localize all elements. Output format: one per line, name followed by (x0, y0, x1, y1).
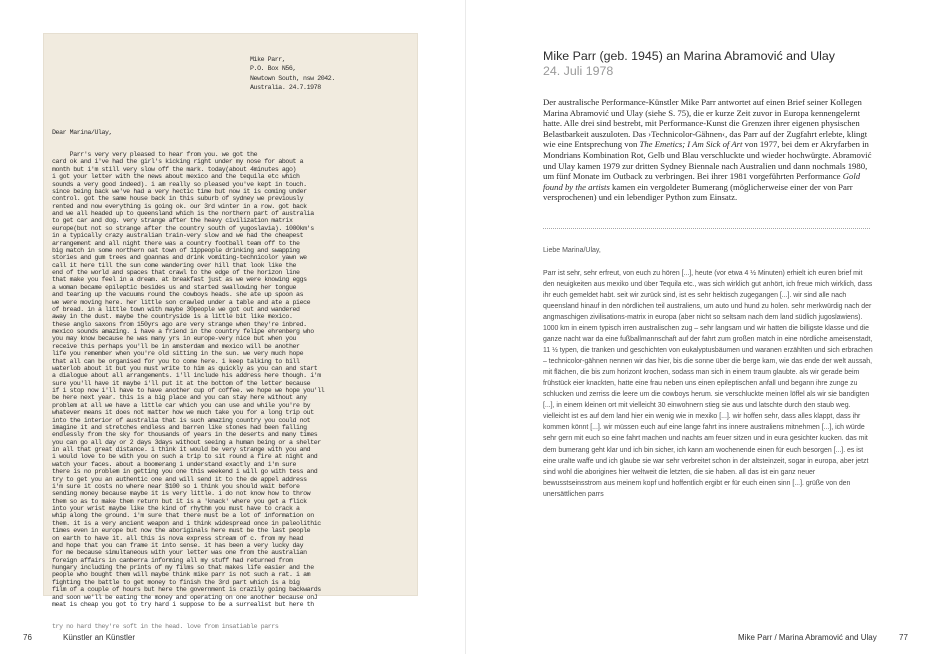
letter-line: meat is cheap you got to try hard i suppose to be a surrealist but here th (52, 600, 314, 608)
letter-line: arrangement and all night there was a country football team off to the (52, 239, 300, 247)
letter-line: away in the dust. maybe the countryside is a little bit like mexico. (52, 313, 293, 321)
letter-salutation: Dear Marina/Ulay, (52, 128, 113, 136)
letter-line: problem at all we have a little car which you can use and while you're by (52, 401, 311, 409)
letter-line: into the interior of australia that is such amazing country you could not (52, 416, 311, 424)
letter-line: that make you feel in a dream. at breakfast just as we were knowing eggs (52, 276, 307, 284)
letter-line: since being back we've had a very hectic time but now it is coming under (52, 187, 307, 195)
letter-line: sending money because maybe it is very little. i do not know how to throw (52, 490, 311, 498)
letter-title: Mike Parr (geb. 1945) an Marina Abramović and Ulay (543, 49, 836, 63)
letter-address-line: Mike Parr, (250, 55, 286, 63)
letter-date: 24. Juli 1978 (543, 64, 614, 78)
letter-line: people who bought them will maybe think mike parr is not such a rat. i am (52, 571, 311, 579)
letter-line: call it here till the sun come wandering over hill that look like the (52, 261, 297, 269)
letter-line: endlessly from the sky for thousands of years in the deserts and many times (52, 431, 318, 439)
letter-line: life you remember when you're old sitting in the sun. we very much hope (52, 350, 304, 358)
letter-line: and soon we'll be eating the money and operating on one another because onJ (52, 593, 318, 601)
left-page (0, 0, 466, 654)
letter-line: whatever means it does not matter how we much take you for a long trip out (52, 409, 314, 417)
letter-line: imagine it and stretches endless and barren like stones had been falling (52, 423, 307, 431)
letter-line: in a typically crazy australian train-very slow and we had the cheapest (52, 232, 304, 240)
letter-line: film of a couple of hours but here the government is crazily going backwards (52, 586, 321, 594)
letter-line: big match in some northern oat town of 11ppeople drinking and swapping (52, 246, 300, 254)
letter-address-line: Newtown South, nsw 2042. (250, 74, 335, 82)
letter-text (52, 40, 411, 630)
letter-address (52, 55, 411, 93)
intro-text-1: Der australische Performance-Künstler Mike Parr antwortet auf einen Brief seiner Kollegen Marina Abramović und Ulay (siehe S. 75), die er kurze Zeit zuvor in Europa kennengelernt hatte. Alle drei sind bestrebt, mit Performance-Kunst die Grenzen ihrer eigenen physischen Belastbarkeit auszuloten. Das ›Technicolor-Gähnen‹, das Parr auf der Zugfahrt erlebte, klingt wie eine Entsprechung von (543, 97, 868, 150)
letter-line: on earth to have it. all this is nova express stream of c. from my head (52, 534, 304, 542)
letter-line: in all that great distance. i think it would be very strange with you and (52, 446, 311, 453)
letter-line: to get car and dog. very strange after the heavy civilization matrix (52, 217, 293, 225)
letter-line: i'm sure it costs no where near $100 so i think you should wait before (52, 482, 300, 490)
artwork-title-1: The Emetics; I Am Sick of Art (639, 139, 743, 150)
letter-line: you may know because he was many yrs in europe-very nice but when you (52, 335, 297, 343)
letter-line: Parr's very very pleased to hear from you. we got the (52, 151, 258, 158)
typewritten-letter-scan (44, 34, 417, 630)
letter-line: sounds a very good indeed). i am really so pleased you've kept in touch. (52, 180, 307, 188)
letter-line: be here next year. this is a big place and you can stay here without any (52, 394, 307, 402)
letter-line: watch your faces. about a boomerang i understand exactly and i'm sure (52, 460, 297, 468)
letter-line: and hope that you can frame it into sense. it has been a very lucky day (52, 541, 304, 549)
letter-line: for me because simultaneous with your letter was one from the australian (52, 549, 307, 557)
letter-line: hungary including the prints of my films so that makes life easier and the (52, 564, 314, 571)
letter-line: stories and gum trees and goannas and drink vomiting-technicolor yawn we (52, 254, 307, 262)
letter-line: receive this perhaps you'll be in amsterdam and mexico will be another (52, 342, 300, 350)
intro-text-3: kamen ein vergoldeter Bumerang (möglicherweise einer der von Parr versprochenen) und ein lebendiger Python zum Einsatz. (543, 181, 853, 203)
letter-address-line: Australia. 24.7.1978 (250, 83, 321, 91)
letter-line: rented and now everything is going ok. our 3rd winter in a row. got back (52, 202, 307, 210)
letter-line: end of the world and spaces that crawl to the edge of the horizon line (52, 269, 300, 276)
page-number-left: 76 (23, 633, 32, 642)
letter-body (52, 151, 411, 608)
letter-line: a woman became epileptic besides us and started swallowing her tongue (52, 283, 297, 291)
letter-line: mexico sounds amazing. i have a friend in the country felipe ehrenberg who (52, 328, 314, 335)
letter-line: fighting the battle to get money to finish the 3rd part which is a big (52, 578, 300, 586)
letter-line: control. got the same house back in this suburb of sydney we previously (52, 195, 304, 203)
letter-line: into your wrist maybe like the kind of rhythm you must have to crack a (52, 505, 300, 512)
section-title-left: Künstler an Künstler (63, 633, 136, 642)
letter-line: month but i'm still very slow off the mark. today(about 4minutes ago) (52, 165, 297, 173)
letter-line: of bread. in a little town with maybe 30people we got out and wandered (52, 305, 300, 313)
letter-line: there is no problem in getting you one this weekend i will go with tess and (52, 468, 318, 476)
letter-address-line: P.O. Box N56, (250, 65, 296, 73)
dotted-divider (543, 228, 870, 229)
letter-line: sure you'll have it maybe i'll put it at the bottom of the letter because (52, 379, 311, 387)
translation-greeting: Liebe Marina/Ulay, (543, 247, 601, 254)
letter-line: i got your letter with the news about mexico and the tequila etc which (52, 173, 300, 181)
intro-paragraph (543, 97, 873, 203)
intro-text-2: von 1977, bei dem er Akryfarben in Mondrians Kombination Rot, Gelb und Blau verschluckte und wieder hochwürgte. Abramović und Ulay kamen 1979 zur dritten Sydney Biennale nach Australien und dann nochmals 1980, um fünf Monate im Outback zu verbringen. Bei ihrer 1981 vorgeführten Performance (543, 139, 872, 182)
letter-closing: try no hard they're soft in the head. love from insatiable parrs (52, 623, 279, 630)
letter-line: them. it is a very ancient weapon and i think widespread once in paleolithic (52, 519, 321, 527)
page-number-right: 77 (899, 633, 908, 642)
letter-line: whip along the ground. i'm sure that there must be a lot of information on (52, 512, 314, 520)
letter-line: them so as to make them return but it is a 'knack' where you get a flick (52, 497, 307, 505)
translation-text: Parr ist sehr, sehr erfreut, von euch zu hören [...], heute (vor etwa 4 ½ Minuten) erhielt ich euren brief mit den neuigkeiten aus mexiko und über Tequila etc., was sich wirklich gut anhört, ich freue mich wirklich, dass ihr euch gemeldet habt. seit wir zurück sind, ist es sehr hektisch zugegangen [...]. wir sind alle nach queensland hinauf in den nördlichen teil australiens, um auto und hund zu holen. sehr merkwürdig nach der angmaschigen zivilisations-matrix in europa (aber nicht so seltsam nach dem land südlich jugoslawiens). 1000 km in einem typisch irren australischen zug – sehr langsam und wir hatten die billigste klasse und die ganze nacht war da eine fußballmannschaft auf der fahrt zum großen match in eine nördliche ameisenstadt, 11 ½ typen, die tranken und geschichten von eukalyptusbäumen und waranen erzählten und sich erbrachen – technicolor-gähnen nennen wir das hier, bis die sonne über die berge kam, wie das ende der welt aussah, mit flächen, die bis zum horizont krochen, sodass man sich in einem traum glaubte. als wir gerade beim frühstück eier knackten, hatte eine frau neben uns einen epileptischen anfall und begann ihre zunge zu schlucken und zerriss die leere um die cowboys herum. sie verschluckte meinen löffel als wir sie bandigten [...], in einem kleinen ort mit vielleicht 30 einwohnern stieg sie aus und latschte durch den staub weg. vielleicht ist es auf dem land hier ein wenig wie in mexiko [...]. wir hoffen sehr, dass alles klappt, dass ihr kommen könnt [...]. wir müssen euch auf eine lange fahrt ins innere australiens mitnehmen [...], ich würde sehr gern mit euch so eine fahrt machen und nachts am feuer sitzen und in eura gesichter kucken. das mit dem bumerang geht klar und ich bin sicher, ich kann am wochenende einen für euch besorgen [...]. es ist eine uralte waffe und ich glaube sie war sehr verbreitet schon in der altsteinzeit, sogar in europa, aber jetzt sind wohl die aborigines hier weltweit die letzten, die sie haben. all das ist ein ganz neuer bewusstseinsstrom aus meinem kopf und hoffentlich ergibt er für euch einen sinn [...]. grüße von den unersättlichen parrs (543, 270, 873, 498)
letter-line: we were moving here. her little son crawled under a table and ate a piece (52, 298, 311, 306)
letter-line: and tearing up the vacuums round the cowboys heads. she ate up spoon as (52, 291, 304, 299)
letter-line: europe(but not so strange after the country south of yugoslavia). 1000km's (52, 224, 314, 232)
letter-line: waterlob about it but you must write to him as quickly as you can and start (52, 364, 318, 372)
section-title-right: Mike Parr / Marina Abramović and Ulay (738, 633, 877, 642)
letter-line: a dialogue about all arrangements. i'll include his address here though. i'm (52, 372, 321, 380)
letter-line: these anglo saxons from 150yrs ago are very strange when they're inbred. (52, 320, 307, 328)
letter-line: that all can be organised for you to come here. i keep talking to bill (52, 357, 300, 365)
letter-line: try to get you an authentic one and will send it to the de appel address (52, 475, 307, 483)
letter-line: card ok and i've had the girl's kicking right under my nose for about a (52, 158, 304, 166)
letter-line: you can go all day or 2 days 3days without seeing a human being or a shelter (52, 438, 321, 446)
letter-line: foreign affairs in canberra informing all my stuff had returned from (52, 556, 293, 564)
letter-line: times even in europe but now the aboriginals here must be the last people (52, 527, 311, 535)
letter-line: if i stop now i'll have to have another cup of coffee. we hope we hope you'll (52, 387, 325, 394)
artwork-title-2: Gold found by the artists (543, 171, 861, 192)
translation-body (543, 268, 875, 500)
letter-line: i would love to be with you on such a trip to sit round a fire at night and (52, 453, 318, 461)
letter-line: and we all headed up to queensland which is the northern part of australia (52, 210, 314, 217)
